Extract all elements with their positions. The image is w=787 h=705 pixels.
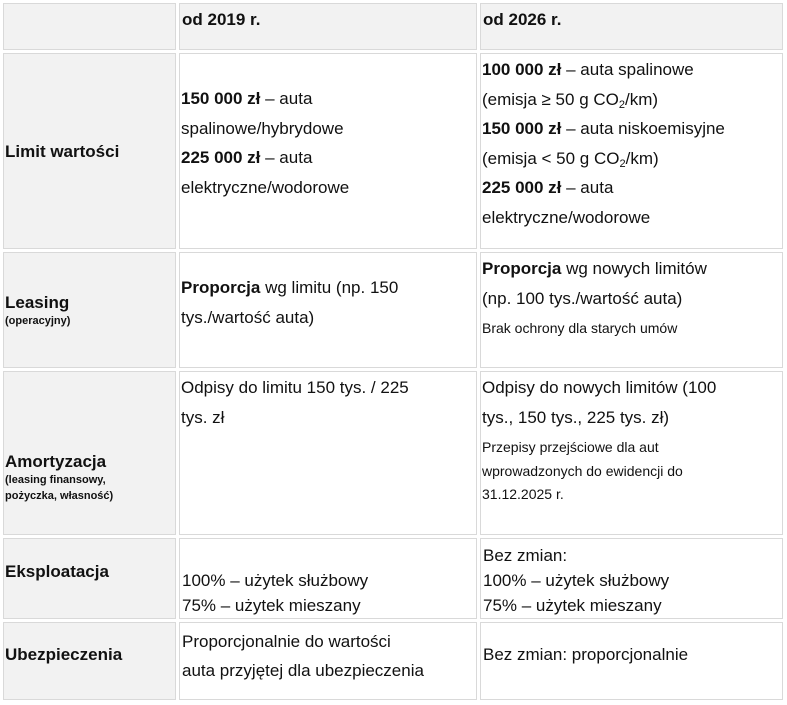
limit-2026-line6: elektryczne/wodorowe [482, 207, 651, 227]
limit-2019-line3: 225 000 zł – auta [181, 148, 313, 167]
amortyzacja-2026-line2: tys., 150 tys., 225 tys. zł) [482, 407, 670, 427]
cell-ubezpieczenia-2019 [179, 622, 477, 700]
amortyzacja-2019-line1: Odpisy do limitu 150 tys. / 225 [181, 378, 409, 397]
amortyzacja-2026-line1: Odpisy do nowych limitów (100 [482, 378, 717, 397]
eksploatacja-2026-line2: 75% – użytek mieszany [483, 596, 662, 615]
limit-2026-line5: 225 000 zł – auta [482, 178, 614, 197]
cell-ubezpieczenia-2026 [480, 622, 783, 700]
cell-amortyzacja-2019 [179, 371, 477, 535]
cell-eksploatacja-2026 [480, 538, 783, 619]
amortyzacja-2026-note-3: 31.12.2025 r. [482, 486, 564, 502]
limit-2026-line2: (emisja ≥ 50 g $CO_2/km$) [482, 89, 659, 111]
leasing-2026-line1: Proporcja wg nowych limitów [482, 259, 707, 278]
eksploatacja-2019-line2: 75% – użytek mieszany [182, 596, 361, 615]
ubezpieczenia-2019-line1: Proporcjonalnie do wartości [182, 632, 391, 651]
amortyzacja-2019-line2: tys. zł [181, 407, 225, 427]
row-head-amortyzacja [3, 371, 176, 535]
amortyzacja-2026-note-1: Przepisy przejściowe dla aut [482, 439, 659, 455]
leasing-2019-line1: Proporcja wg limitu (np. 150 [181, 278, 399, 297]
ubezpieczenia-2026-line1: Bez zmian: proporcjonalnie [483, 645, 689, 664]
row-head-eksploatacja [3, 538, 176, 619]
cell-leasing-2026 [480, 252, 783, 368]
limit-2026-line3: 150 000 zł – auta niskoemisyjne [482, 119, 725, 138]
leasing-2026-note: Brak ochrony dla starych umów [482, 320, 678, 336]
row-title-eksploatacja: Eksploatacja [5, 562, 109, 581]
row-head-ubezpieczenia [3, 622, 176, 700]
header-empty-cell [3, 3, 176, 50]
row-head-leasing [3, 252, 176, 368]
row-title-ubezpieczenia: Ubezpieczenia [5, 645, 123, 664]
eksploatacja-2026-line0: Bez zmian: [483, 546, 568, 565]
cell-amortyzacja-2026 [480, 371, 783, 535]
cell-limit-2026 [480, 53, 783, 249]
header-2019: od 2019 r. [179, 3, 477, 50]
limit-2019-line1: 150 000 zł – auta [181, 89, 313, 108]
row-subtitle-leasing: (operacyjny) [5, 314, 71, 327]
row-title-limit: Limit wartości [5, 141, 120, 161]
header-2026: od 2026 r. [480, 3, 783, 50]
limit-2026-line4: (emisja < 50 g $CO_2/km$) [482, 148, 659, 170]
cell-limit-2019 [179, 53, 477, 249]
ubezpieczenia-2019-line2: auta przyjętej dla ubezpieczenia [182, 661, 424, 680]
cell-eksploatacja-2019 [179, 538, 477, 619]
row-head-limit [3, 53, 176, 249]
limit-2019-line4: elektryczne/wodorowe [181, 177, 350, 197]
row-title-leasing: Leasing [5, 292, 70, 312]
row-subtitle-amortyzacja-1: (leasing finansowy, [5, 473, 106, 486]
leasing-2026-line2: (np. 100 tys./wartość auta) [482, 288, 683, 308]
row-subtitle-amortyzacja-2: pożyczka, własność) [5, 489, 114, 502]
limit-2019-line2: spalinowe/hybrydowe [181, 118, 344, 138]
row-title-amortyzacja: Amortyzacja [5, 451, 107, 471]
eksploatacja-2019-line1: 100% – użytek służbowy [182, 571, 369, 590]
amortyzacja-2026-note-2: wprowadzonych do ewidencji do [482, 462, 683, 479]
eksploatacja-2026-line1: 100% – użytek służbowy [483, 571, 670, 590]
leasing-2019-line2: tys./wartość auta) [181, 307, 315, 327]
cell-leasing-2019 [179, 252, 477, 368]
limit-2026-line1: 100 000 zł – auta spalinowe [482, 60, 694, 79]
